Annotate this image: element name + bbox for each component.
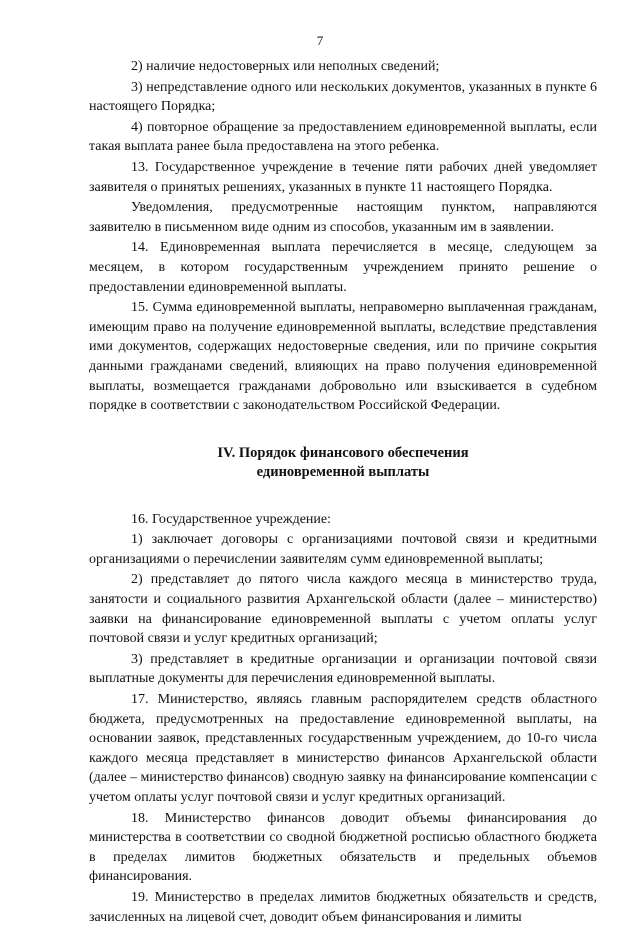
page-number: 7	[316, 33, 324, 48]
paragraph: Уведомления, предусмотренные настоящим пунктом, направляются заявителю в письменном виде одним из способов, указанным им в заявлении.	[89, 200, 597, 235]
paragraph: 4) повторное обращение за предоставлением единовременной выплаты, если такая выплата ранее была предоставлена на этого ребенка.	[89, 119, 597, 155]
section-heading	[89, 444, 597, 482]
paragraph: 16. Государственное учреждение:	[131, 511, 331, 527]
paragraph: 1) заключает договоры с организациями почтовой связи и кредитными организациями о перечислении заявителям сумм единовременной выплаты;	[89, 532, 597, 567]
paragraph: 15. Сумма единовременной выплаты, неправомерно выплаченная гражданам, имеющим право на получение единовременной выплаты, вследствие представления ими документов, содержащих недостоверные сведения, или по причине сокрытия данными гражданами сведений, влияющих на право получения единовременной выплаты, возмещается гражданами добровольно или взыскивается в судебном порядке в соответствии с законодательством Российской Федерации.	[89, 300, 597, 414]
paragraph: 2) представляет до пятого числа каждого месяца в министерство труда, занятости и социального развития Архангельской области (далее – министерство) заявки на финансирование единовременной выплаты с учетом оплаты услуг почтовой связи и услуг кредитных организаций;	[89, 572, 597, 647]
paragraph: 14. Единовременная выплата перечисляется в месяце, следующем за месяцем, в котором государственным учреждением принято решение о предоставлении единовременной выплаты.	[89, 240, 597, 295]
section-heading-line: IV. Порядок финансового обеспечения	[217, 444, 469, 461]
paragraph: 18. Министерство финансов доводит объемы финансирования до министерства в соответствии со сводной бюджетной росписью областного бюджета в пределах лимитов бюджетных обязательств и предельных объемов финансирования.	[89, 810, 597, 885]
section-heading-line: единовременной выплаты	[256, 463, 430, 480]
paragraph: 3) представляет в кредитные организации и организации почтовой связи выплатные документы для перечисления единовременной выплаты.	[89, 651, 597, 687]
paragraph: 2) наличие недостоверных или неполных сведений;	[131, 59, 440, 74]
document-body	[89, 57, 597, 928]
paragraph: 17. Министерство, являясь главным распорядителем средств областного бюджета, предусмотренных на предоставление единовременной выплаты, на основании заявок, представленных государственным учреждением, до 10-го числа каждого месяца представляет в министерство финансов Архангельской области (далее – министерство финансов) сводную заявку на финансирование компенсации с учетом оплаты услуг почтовой связи и услуг кредитных организаций.	[89, 692, 597, 805]
paragraph: 3) непредставление одного или нескольких документов, указанных в пункте 6 настоящего Порядка;	[89, 79, 597, 115]
paragraph: 19. Министерство в пределах лимитов бюджетных обязательств и средств, зачисленных на лицевой счет, доводит объем финансирования и лимиты	[89, 889, 597, 925]
paragraph: 13. Государственное учреждение в течение пяти рабочих дней уведомляет заявителя о принятых решениях, указанных в пункте 11 настоящего Порядка.	[89, 159, 597, 195]
